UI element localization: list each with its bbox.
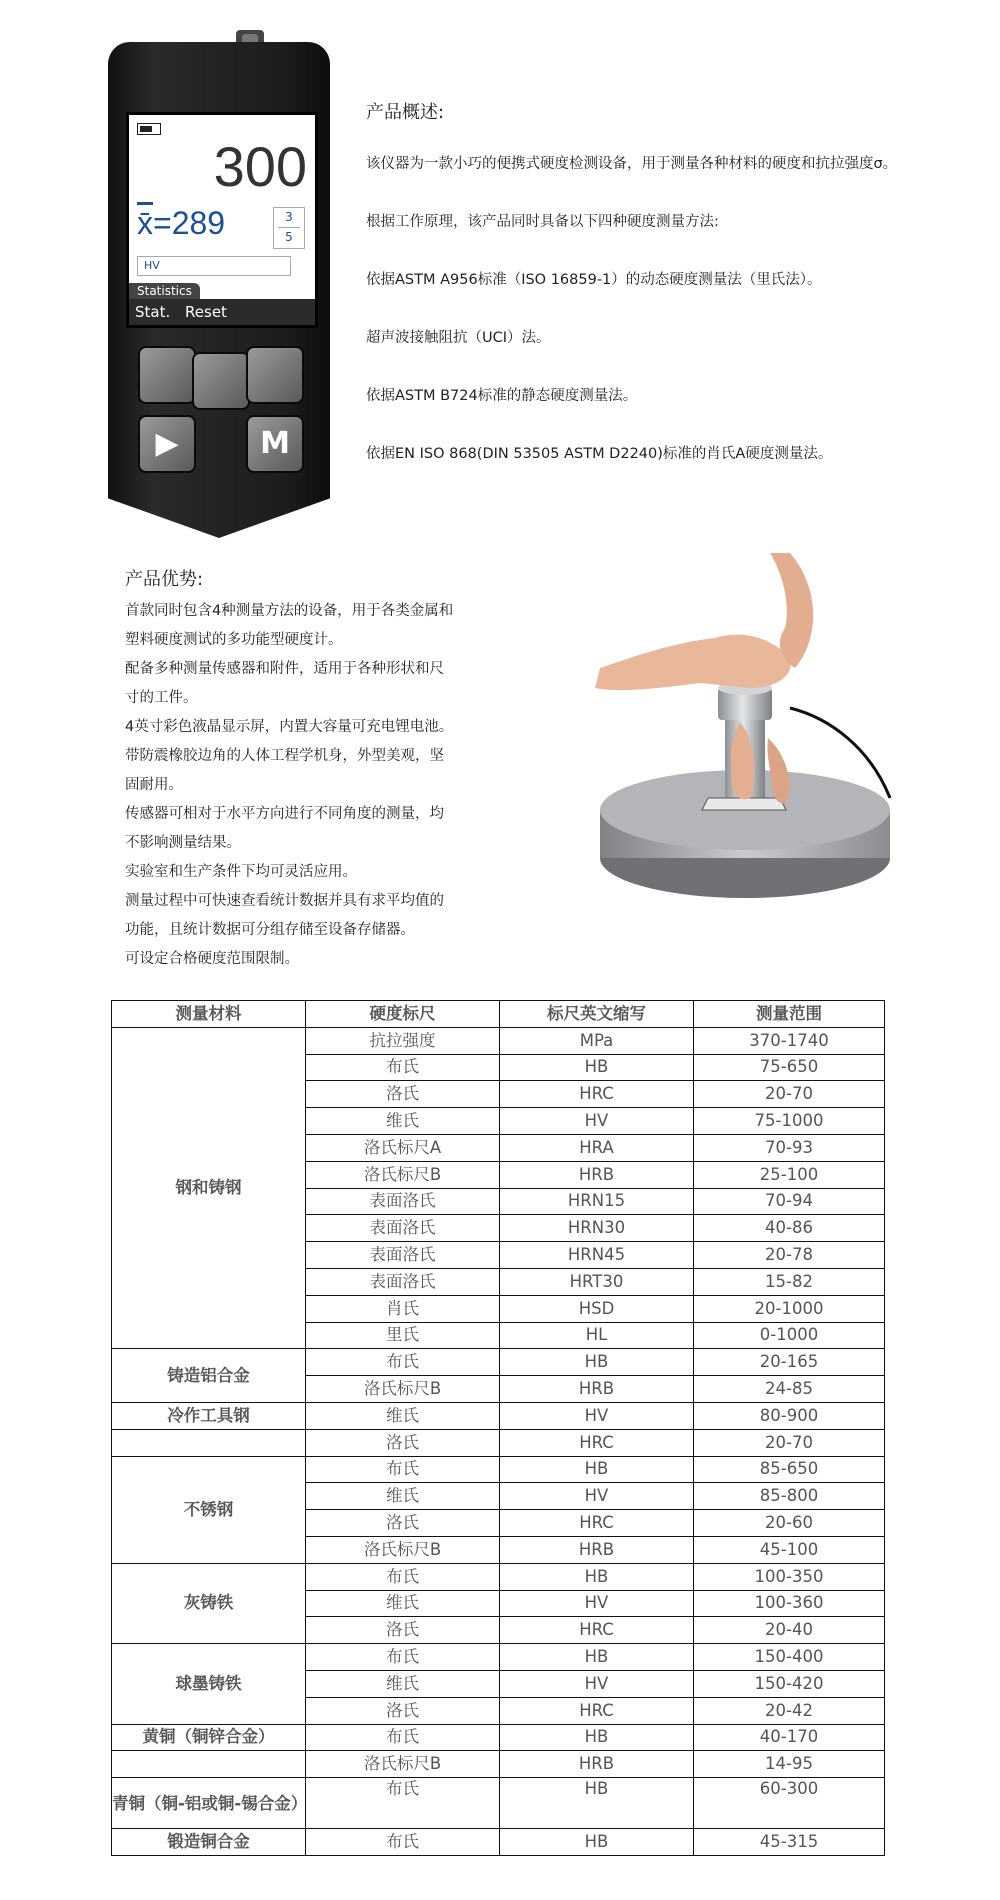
table-row xyxy=(112,1027,885,1054)
device-key-right xyxy=(246,346,304,404)
advantage-line: 实验室和生产条件下均可灵活应用。 xyxy=(125,864,357,880)
mean-value xyxy=(137,205,225,242)
probe-usage-photo xyxy=(590,548,900,903)
range-cell: 370-1740 xyxy=(694,1027,885,1054)
abbr-cell: HB xyxy=(500,1829,694,1856)
range-cell: 20-42 xyxy=(694,1697,885,1724)
device-key-center xyxy=(192,352,250,410)
range-cell: 20-70 xyxy=(694,1429,885,1456)
abbr-cell: HL xyxy=(500,1322,694,1349)
scale-cell: 洛氏 xyxy=(306,1510,500,1537)
table-header-row xyxy=(112,1001,885,1028)
scale-cell: 洛氏标尺B xyxy=(306,1376,500,1403)
range-cell: 100-350 xyxy=(694,1563,885,1590)
advantage-line: 不影响测量结果。 xyxy=(125,835,241,851)
softkey-bar xyxy=(129,299,315,325)
hardness-reading: 300 xyxy=(213,135,307,198)
overview-paragraph: 根据工作原理，该产品同时具备以下四种硬度测量方法: xyxy=(366,214,719,230)
play-key-icon: ▶ xyxy=(138,415,196,473)
range-cell: 20-70 xyxy=(694,1081,885,1108)
abbr-cell: HB xyxy=(500,1724,694,1751)
abbr-cell: HV xyxy=(500,1483,694,1510)
range-cell: 45-315 xyxy=(694,1829,885,1856)
table-row xyxy=(112,1456,885,1483)
advantage-line: 寸的工件。 xyxy=(125,690,198,706)
table-row xyxy=(112,1402,885,1429)
material-cell: 青铜（铜-铝或铜-锡合金） xyxy=(112,1778,306,1829)
range-cell: 70-94 xyxy=(694,1188,885,1215)
device-key-left xyxy=(138,346,196,404)
material-cell: 不锈钢 xyxy=(112,1456,306,1563)
scale-field: HV xyxy=(137,256,291,276)
range-cell: 24-85 xyxy=(694,1376,885,1403)
abbr-cell: HRB xyxy=(500,1751,694,1778)
product-overview xyxy=(366,98,986,500)
overview-paragraph: 依据EN ISO 868(DIN 53505 ASTM D2240)标准的肖氏A硬度测量法。 xyxy=(366,446,833,462)
abbr-cell: HRC xyxy=(500,1697,694,1724)
advantage-line: 带防震橡胶边角的人体工程学机身，外型美观，坚 xyxy=(125,748,444,764)
table-row xyxy=(112,1429,885,1456)
material-cell: 铸造铝合金 xyxy=(112,1349,306,1403)
scale-cell: 维氏 xyxy=(306,1670,500,1697)
scale-cell: 表面洛氏 xyxy=(306,1215,500,1242)
range-cell: 20-60 xyxy=(694,1510,885,1537)
advantage-line: 可设定合格硬度范围限制。 xyxy=(125,951,299,967)
scale-cell: 表面洛氏 xyxy=(306,1188,500,1215)
battery-icon xyxy=(137,123,161,135)
abbr-cell: HV xyxy=(500,1670,694,1697)
scale-cell: 布氏 xyxy=(306,1644,500,1671)
material-cell: 冷作工具钢 xyxy=(112,1402,306,1429)
scale-cell: 维氏 xyxy=(306,1402,500,1429)
abbr-cell: HRB xyxy=(500,1376,694,1403)
material-cell: 黄铜（铜锌合金） xyxy=(112,1724,306,1751)
advantage-line: 功能，且统计数据可分组存储至设备存储器。 xyxy=(125,922,415,938)
advantage-line: 配备多种测量传感器和附件，适用于各种形状和尺 xyxy=(125,661,444,677)
abbr-cell: HRN15 xyxy=(500,1188,694,1215)
range-cell: 100-360 xyxy=(694,1590,885,1617)
table-row xyxy=(112,1563,885,1590)
abbr-cell: HRC xyxy=(500,1510,694,1537)
abbr-cell: HRC xyxy=(500,1081,694,1108)
material-cell-empty xyxy=(112,1429,306,1456)
scale-cell: 布氏 xyxy=(306,1349,500,1376)
abbr-cell: MPa xyxy=(500,1027,694,1054)
abbr-cell: HSD xyxy=(500,1295,694,1322)
advantage-line: 首款同时包含4种测量方法的设备，用于各类金属和 xyxy=(125,603,454,619)
material-cell-empty xyxy=(112,1751,306,1778)
scale-cell: 维氏 xyxy=(306,1108,500,1135)
abbr-cell: HB xyxy=(500,1054,694,1081)
material-cell: 钢和铸钢 xyxy=(112,1027,306,1349)
hardness-spec-table xyxy=(111,1000,885,1856)
abbr-cell: HRA xyxy=(500,1134,694,1161)
count-total: 5 xyxy=(285,230,293,244)
range-cell: 40-170 xyxy=(694,1724,885,1751)
abbr-cell: HRB xyxy=(500,1161,694,1188)
header-material: 测量材料 xyxy=(112,1001,306,1028)
range-cell: 15-82 xyxy=(694,1268,885,1295)
scale-cell: 布氏 xyxy=(306,1456,500,1483)
overview-paragraph: 该仪器为一款小巧的便携式硬度检测设备，用于测量各种材料的硬度和抗拉强度σ。 xyxy=(366,156,898,172)
softkey-stat: Stat. xyxy=(135,303,171,321)
abbr-cell: HV xyxy=(500,1108,694,1135)
abbr-cell: HRN30 xyxy=(500,1215,694,1242)
advantage-line: 4英寸彩色液晶显示屏，内置大容量可充电锂电池。 xyxy=(125,719,454,735)
scale-cell: 维氏 xyxy=(306,1590,500,1617)
table-row xyxy=(112,1724,885,1751)
material-cell: 灰铸铁 xyxy=(112,1563,306,1643)
table-row xyxy=(112,1778,885,1829)
scale-cell: 肖氏 xyxy=(306,1295,500,1322)
material-cell: 锻造铜合金 xyxy=(112,1829,306,1856)
overview-paragraph: 依据ASTM A956标准（ISO 16859-1）的动态硬度测量法（里氏法）。 xyxy=(366,272,822,288)
range-cell: 20-40 xyxy=(694,1617,885,1644)
overview-paragraph: 超声波接触阻抗（UCI）法。 xyxy=(366,330,551,346)
scale-cell: 布氏 xyxy=(306,1054,500,1081)
product-advantages xyxy=(125,565,520,974)
range-cell: 25-100 xyxy=(694,1161,885,1188)
range-cell: 20-1000 xyxy=(694,1295,885,1322)
table-row xyxy=(112,1349,885,1376)
abbr-cell: HRN45 xyxy=(500,1242,694,1269)
statistics-tab: Statistics xyxy=(129,283,200,299)
measurement-count xyxy=(273,207,305,249)
advantage-line: 测量过程中可快速查看统计数据并具有求平均值的 xyxy=(125,893,444,909)
material-cell: 球墨铸铁 xyxy=(112,1644,306,1724)
scale-cell: 洛氏 xyxy=(306,1617,500,1644)
scale-cell: 洛氏标尺A xyxy=(306,1134,500,1161)
overview-title: 产品概述: xyxy=(366,102,445,123)
scale-cell: 洛氏标尺B xyxy=(306,1161,500,1188)
overview-paragraph: 依据ASTM B724标准的静态硬度测量法。 xyxy=(366,388,638,404)
mean-number: =289 xyxy=(153,205,226,241)
scale-cell: 洛氏 xyxy=(306,1429,500,1456)
advantages-title: 产品优势: xyxy=(125,569,204,590)
range-cell: 85-650 xyxy=(694,1456,885,1483)
range-cell: 85-800 xyxy=(694,1483,885,1510)
abbr-cell: HB xyxy=(500,1563,694,1590)
table-row xyxy=(112,1829,885,1856)
advantage-line: 塑料硬度测试的多功能型硬度计。 xyxy=(125,632,343,648)
scale-cell: 表面洛氏 xyxy=(306,1268,500,1295)
scale-cell: 布氏 xyxy=(306,1724,500,1751)
advantage-line: 传感器可相对于水平方向进行不同角度的测量，均 xyxy=(125,806,444,822)
scale-cell: 洛氏标尺B xyxy=(306,1536,500,1563)
abbr-cell: HB xyxy=(500,1778,694,1829)
advantage-line: 固耐用。 xyxy=(125,777,183,793)
abbr-cell: HRC xyxy=(500,1429,694,1456)
range-cell: 150-400 xyxy=(694,1644,885,1671)
abbr-cell: HV xyxy=(500,1590,694,1617)
range-cell: 20-165 xyxy=(694,1349,885,1376)
abbr-cell: HV xyxy=(500,1402,694,1429)
softkey-reset: Reset xyxy=(185,303,227,321)
table-row xyxy=(112,1644,885,1671)
header-scale: 硬度标尺 xyxy=(306,1001,500,1028)
range-cell: 14-95 xyxy=(694,1751,885,1778)
abbr-cell: HRB xyxy=(500,1536,694,1563)
abbr-cell: HB xyxy=(500,1644,694,1671)
scale-cell: 表面洛氏 xyxy=(306,1242,500,1269)
range-cell: 20-78 xyxy=(694,1242,885,1269)
abbr-cell: HB xyxy=(500,1349,694,1376)
scale-cell: 布氏 xyxy=(306,1829,500,1856)
range-cell: 60-300 xyxy=(694,1778,885,1829)
scale-cell: 洛氏 xyxy=(306,1081,500,1108)
range-cell: 45-100 xyxy=(694,1536,885,1563)
hardness-tester-illustration xyxy=(108,30,330,538)
range-cell: 75-650 xyxy=(694,1054,885,1081)
abbr-cell: HB xyxy=(500,1456,694,1483)
abbr-cell: HRT30 xyxy=(500,1268,694,1295)
scale-cell: 布氏 xyxy=(306,1778,500,1829)
range-cell: 70-93 xyxy=(694,1134,885,1161)
scale-cell: 洛氏 xyxy=(306,1697,500,1724)
scale-cell: 里氏 xyxy=(306,1322,500,1349)
table-row xyxy=(112,1751,885,1778)
mean-symbol: x̄ xyxy=(137,205,153,241)
range-cell: 40-86 xyxy=(694,1215,885,1242)
range-cell: 0-1000 xyxy=(694,1322,885,1349)
scale-cell: 洛氏标尺B xyxy=(306,1751,500,1778)
range-cell: 150-420 xyxy=(694,1670,885,1697)
range-cell: 80-900 xyxy=(694,1402,885,1429)
scale-cell: 抗拉强度 xyxy=(306,1027,500,1054)
m-key: M xyxy=(246,415,304,473)
header-range: 测量范围 xyxy=(694,1001,885,1028)
scale-cell: 布氏 xyxy=(306,1563,500,1590)
header-abbr: 标尺英文缩写 xyxy=(500,1001,694,1028)
device-screen xyxy=(126,112,318,328)
range-cell: 75-1000 xyxy=(694,1108,885,1135)
abbr-cell: HRC xyxy=(500,1617,694,1644)
scale-cell: 维氏 xyxy=(306,1483,500,1510)
count-current: 3 xyxy=(285,210,293,224)
